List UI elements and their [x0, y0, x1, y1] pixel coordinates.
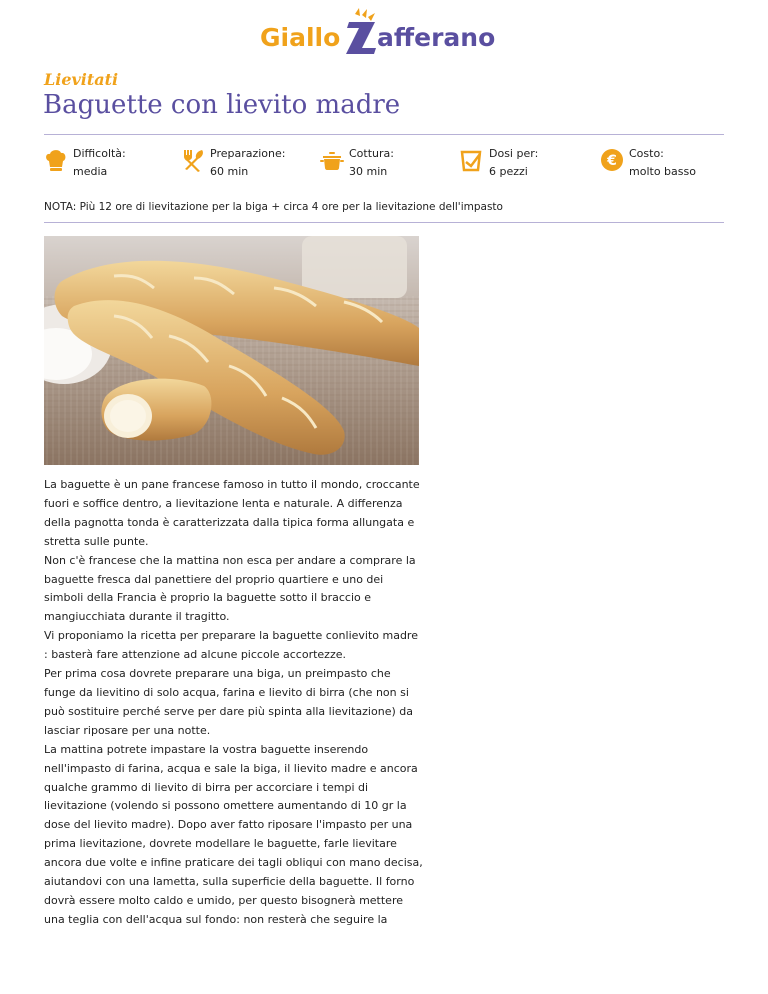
info-value: 30 min	[349, 165, 388, 178]
recipe-info-row	[44, 146, 724, 186]
chef-hat-icon	[44, 148, 68, 172]
description-paragraph: Non c'è francese che la mattina non esca per andare a comprare la baguette fresca dal panettiere del proprio quartiere e uno dei simboli della Francia è proprio la baguette sotto il braccio e mangiucchiata durante il tragitto.	[44, 553, 416, 624]
info-value: 60 min	[210, 165, 249, 178]
description-paragraph: Per prima cosa dovrete preparare una biga, un preimpasto che funge da lievitino di solo acqua, farina e lievito di birra (che non si può sostituire perché serve per dare più spinta alla lievitazione) da lasciar riposare per una notte.	[44, 667, 413, 737]
site-logo[interactable]	[0, 8, 768, 58]
euro-coin-icon	[600, 148, 624, 172]
recipe-description	[44, 476, 424, 930]
info-label: Preparazione:	[210, 147, 286, 160]
info-label: Costo:	[629, 147, 664, 160]
description-paragraph: La mattina potrete impastare la vostra baguette inserendo nell'impasto di farina, acqua e sale la biga, il lievito madre e ancora qualche grammo di lievito di birra per accorciare i tempi di lievitazione (volendo si possono omettere aumentando di 10 gr la dose del lievito madre). Dopo aver fatto riposare l'impasto per una prima lievitazione, dovrete modellare le baguette, farle lievitare ancora due volte e infine praticare dei tagli obliqui con mano decisa, aiutandovi con una lametta, sulla superficie della baguette. Il forno dovrà essere molto caldo e umido, per questo bisognerà mettere una teglia con dell'acqua sul fondo: non resterà che seguire la	[44, 742, 423, 926]
info-value: molto basso	[629, 165, 696, 178]
giallozafferano-logo	[254, 8, 514, 58]
info-label: Dosi per:	[489, 147, 539, 160]
info-label: Cottura:	[349, 147, 394, 160]
utensils-icon	[181, 148, 205, 172]
info-value: 6 pezzi	[489, 165, 528, 178]
note-text: Più 12 ore di lievitazione per la biga + circa 4 ore per la lievitazione dell'impasto	[79, 201, 503, 213]
logo-text-afferano: afferano	[377, 23, 496, 52]
baguette-illustration	[44, 236, 419, 465]
info-label: Difficoltà:	[73, 147, 126, 160]
logo-z-mark	[346, 8, 376, 54]
description-paragraph: Vi proponiamo la ricetta per preparare la baguette conlievito madre : basterà fare attenzione ad alcune piccole accortezze.	[44, 629, 418, 662]
recipe-note	[44, 201, 503, 213]
svg-text:€: €	[607, 153, 617, 169]
logo-text-giallo: Giallo	[260, 23, 341, 52]
pot-icon	[320, 148, 344, 172]
description-paragraph: La baguette è un pane francese famoso in tutto il mondo, croccante fuori e soffice dentro, a lievitazione lenta e naturale. A differenza della pagnotta tonda è caratterizzata dalla tipica forma allungata e stretta sulle punte.	[44, 478, 420, 548]
info-value: media	[73, 165, 108, 178]
recipe-title: Baguette con lievito madre	[43, 90, 401, 120]
divider-bottom	[44, 222, 724, 223]
baguette-photo	[44, 236, 419, 465]
note-label: NOTA:	[44, 201, 77, 213]
recipe-category[interactable]: Lievitati	[44, 70, 119, 89]
cup-icon	[460, 148, 484, 172]
divider-top	[44, 134, 724, 135]
